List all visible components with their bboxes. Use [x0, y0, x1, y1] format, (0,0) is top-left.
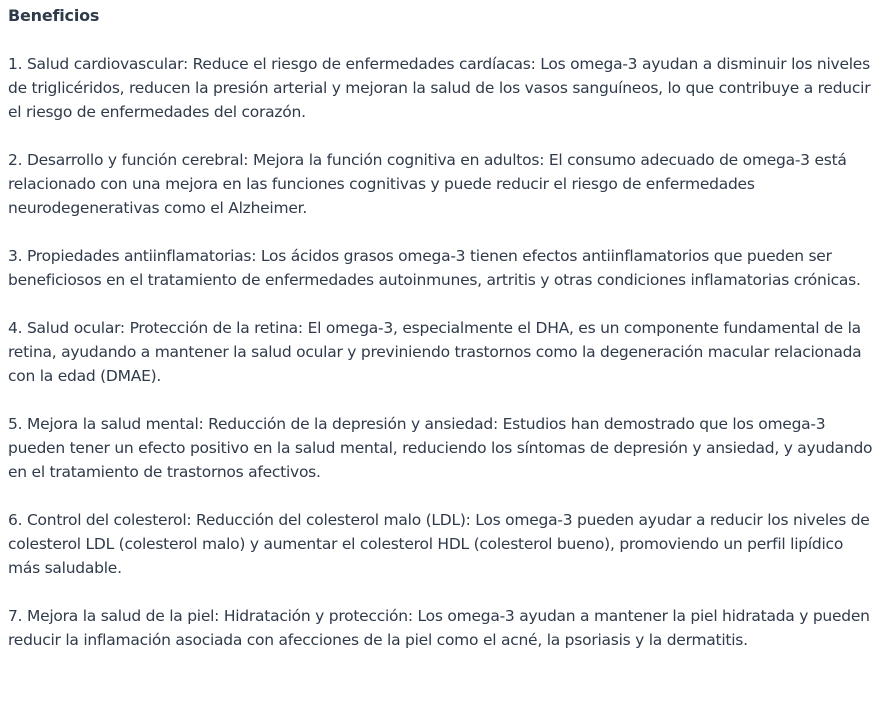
benefit-item-cardiovascular: 1. Salud cardiovascular: Reduce el riesgo de enfermedades cardíacas: Los omega-3 ayudan a disminuir los niveles de triglicéridos, reducen la presión arterial y mejoran la salud de los vasos sanguíneos, lo que contribuye a reducir el riesgo de enfermedades del corazón.	[8, 55, 871, 121]
benefit-item-antiinflamatorias: 3. Propiedades antiinflamatorias: Los ácidos grasos omega-3 tienen efectos antiinflamatorios que pueden ser beneficiosos en el tratamiento de enfermedades autoinmunes, artritis y otras condiciones inflamatorias crónicas.	[8, 247, 861, 289]
benefit-item-piel: 7. Mejora la salud de la piel: Hidratación y protección: Los omega-3 ayudan a mantener la piel hidratada y pueden reducir la inflamación asociada con afecciones de la piel como el acné, la psoriasis y la dermatitis.	[8, 607, 870, 649]
benefit-item-cerebral: 2. Desarrollo y función cerebral: Mejora la función cognitiva en adultos: El consumo adecuado de omega-3 está relacionado con una mejora en las funciones cognitivas y puede reducir el riesgo de enfermedades neurodegenerativas como el Alzheimer.	[8, 151, 847, 217]
benefits-section	[8, 4, 874, 652]
benefit-item-colesterol: 6. Control del colesterol: Reducción del colesterol malo (LDL): Los omega-3 pueden ayudar a reducir los niveles de colesterol LDL (colesterol malo) y aumentar el colesterol HDL (colesterol bueno), promoviendo un perfil lipídico más saludable.	[8, 511, 870, 577]
benefit-item-ocular: 4. Salud ocular: Protección de la retina: El omega-3, especialmente el DHA, es un componente fundamental de la retina, ayudando a mantener la salud ocular y previniendo trastornos como la degeneración macular relacionada con la edad (DMAE).	[8, 319, 862, 385]
benefit-item-salud-mental: 5. Mejora la salud mental: Reducción de la depresión y ansiedad: Estudios han demostrado que los omega-3 pueden tener un efecto positivo en la salud mental, reduciendo los síntomas de depresión y ansiedad, y ayudando en el tratamiento de trastornos afectivos.	[8, 415, 873, 481]
section-heading: Beneficios	[8, 6, 100, 25]
